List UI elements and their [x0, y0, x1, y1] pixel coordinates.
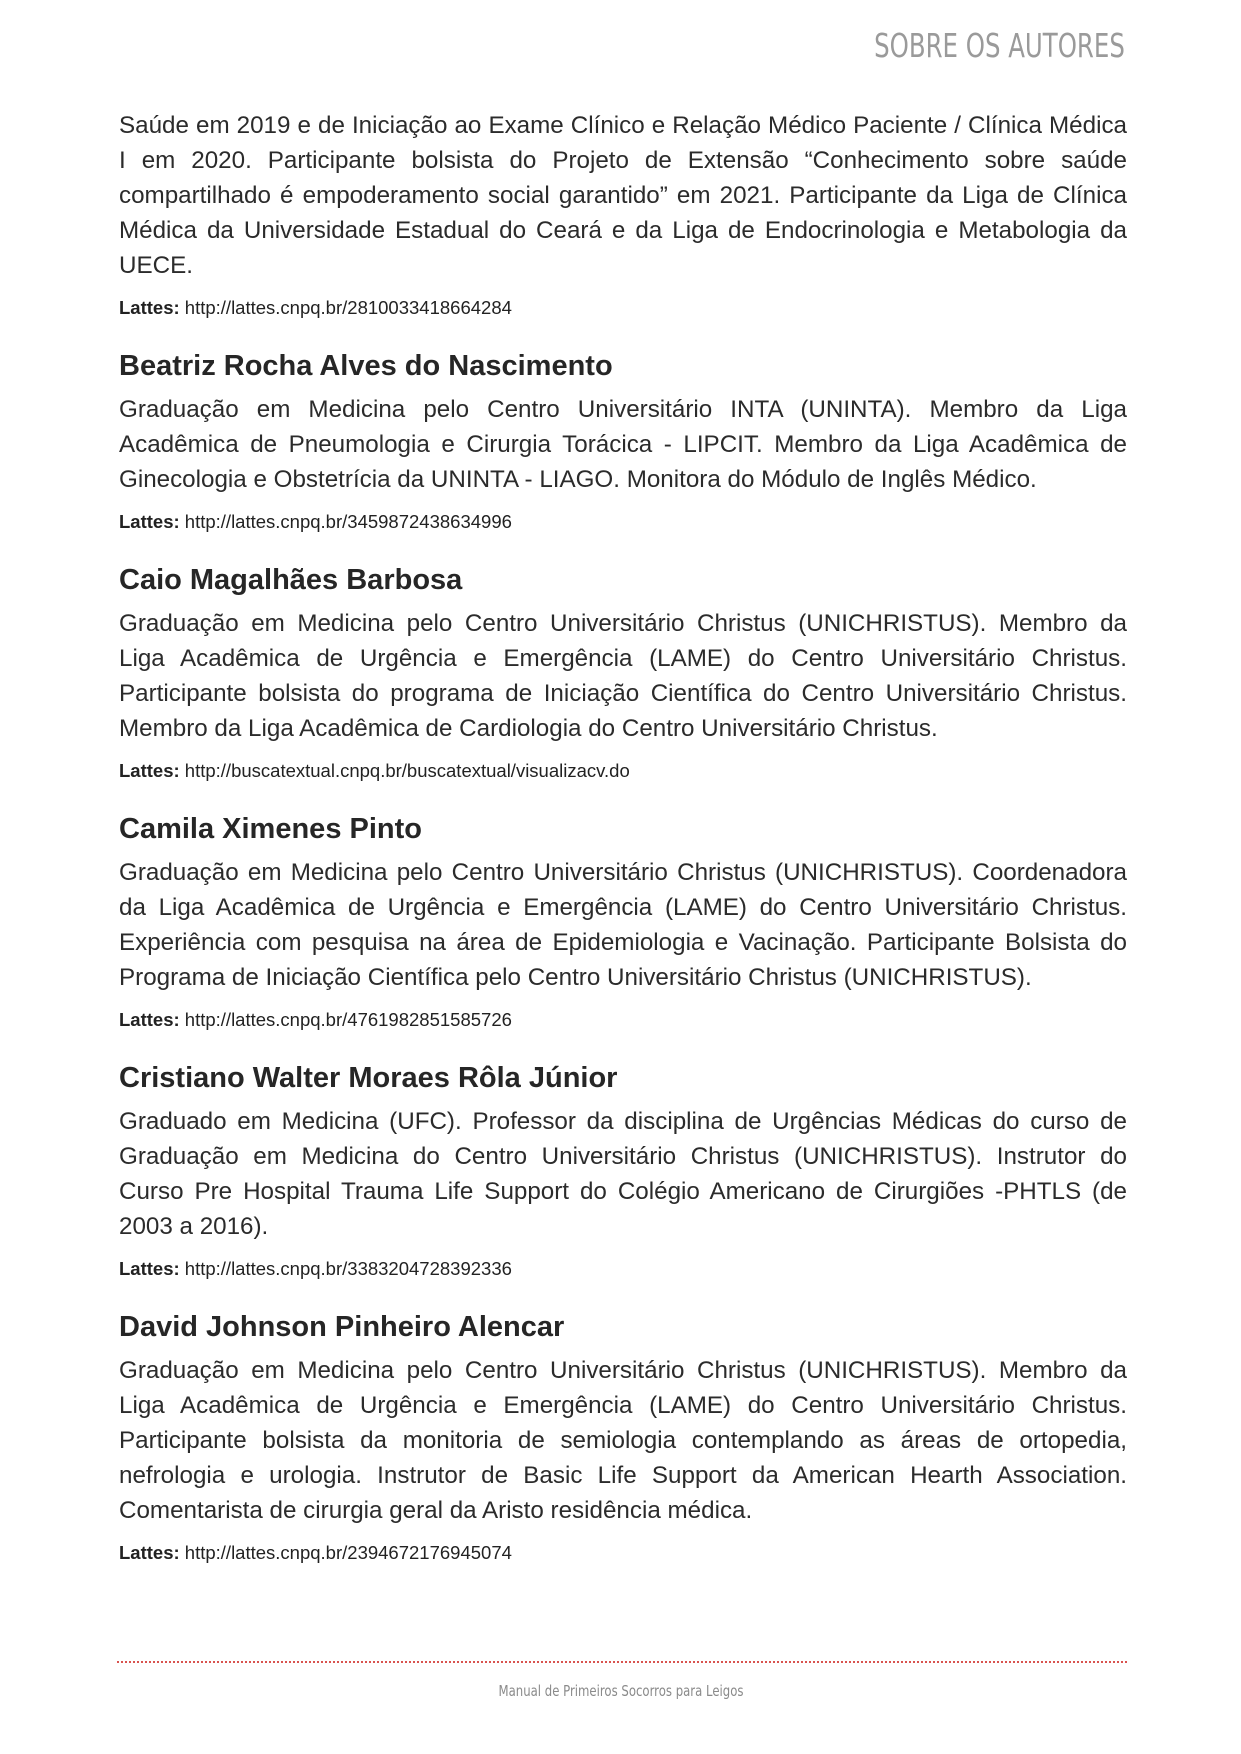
- author-name: David Johnson Pinheiro Alencar: [119, 1311, 565, 1343]
- author-name: Caio Magalhães Barbosa: [119, 564, 463, 596]
- author-name: Camila Ximenes Pinto: [119, 813, 422, 845]
- lattes-line: [119, 759, 1127, 783]
- author-bio: Graduação em Medicina pelo Centro Universitário Christus (UNICHRISTUS). Membro da Liga Acadêmica de Urgência e Emergência (LAME) do Centro Universitário Christus. Participante bolsista do programa de Iniciação Científica do Centro Universitário Christus. Membro da Liga Acadêmica de Cardiologia do Centro Universitário Christus.: [119, 610, 1127, 742]
- footer: [0, 1682, 1241, 1700]
- lattes-link[interactable]: http://lattes.cnpq.br/3383204728392336: [179, 1258, 512, 1279]
- author-entry: [119, 347, 1127, 534]
- lattes-label: Lattes:: [119, 760, 180, 781]
- lattes-link[interactable]: http://lattes.cnpq.br/3459872438634996: [179, 511, 512, 532]
- author-entry: [119, 561, 1127, 783]
- page-content: [119, 108, 1127, 1565]
- author-entry: [119, 1308, 1127, 1565]
- author-bio: Graduação em Medicina pelo Centro Universitário Christus (UNICHRISTUS). Membro da Liga Acadêmica de Urgência e Emergência (LAME) do Centro Universitário Christus. Participante bolsista da monitoria de semiologia contemplando as áreas de ortopedia, nefrologia e urologia. Instrutor de Basic Life Support da American Hearth Association. Comentarista de cirurgia geral da Aristo residência médica.: [119, 1357, 1127, 1524]
- intro-paragraph: Saúde em 2019 e de Iniciação ao Exame Clínico e Relação Médico Paciente / Clínica Médica I em 2020. Participante bolsista do Projeto de Extensão “Conhecimento sobre saúde compartilhado é empoderamento social garantido” em 2021. Participante da Liga de Clínica Médica da Universidade Estadual do Ceará e da Liga de Endocrinologia e Metabologia da UECE.: [119, 112, 1127, 279]
- lattes-line: [119, 510, 1127, 534]
- lattes-label: Lattes:: [119, 1258, 180, 1279]
- lattes-link[interactable]: http://lattes.cnpq.br/2810033418664284: [179, 297, 512, 318]
- lattes-link[interactable]: http://lattes.cnpq.br/2394672176945074: [179, 1542, 512, 1563]
- lattes-label: Lattes:: [119, 1542, 180, 1563]
- author-bio: Graduação em Medicina pelo Centro Universitário Christus (UNICHRISTUS). Coordenadora da Liga Acadêmica de Urgência e Emergência (LAME) do Centro Universitário Christus. Experiência com pesquisa na área de Epidemiologia e Vacinação. Participante Bolsista do Programa de Iniciação Científica pelo Centro Universitário Christus (UNICHRISTUS).: [119, 859, 1127, 991]
- author-name: Cristiano Walter Moraes Rôla Júnior: [119, 1062, 618, 1094]
- lattes-line: [119, 1008, 1127, 1032]
- intro-block: [119, 108, 1127, 320]
- footer-divider: [117, 1661, 1127, 1663]
- running-header-title: SOBRE OS AUTORES: [874, 26, 1125, 65]
- lattes-label: Lattes:: [119, 511, 180, 532]
- lattes-line: [119, 1541, 1127, 1565]
- lattes-line: [119, 296, 1127, 320]
- author-name: Beatriz Rocha Alves do Nascimento: [119, 350, 613, 382]
- lattes-link[interactable]: http://buscatextual.cnpq.br/buscatextual/visualizacv.do: [179, 760, 630, 781]
- lattes-label: Lattes:: [119, 1009, 180, 1030]
- lattes-line: [119, 1257, 1127, 1281]
- footer-title: Manual de Primeiros Socorros para Leigos: [498, 1682, 743, 1700]
- author-entry: [119, 1059, 1127, 1281]
- author-entry: [119, 810, 1127, 1032]
- author-bio: Graduado em Medicina (UFC). Professor da disciplina de Urgências Médicas do curso de Graduação em Medicina do Centro Universitário Christus (UNICHRISTUS). Instrutor do Curso Pre Hospital Trauma Life Support do Colégio Americano de Cirurgiões -PHTLS (de 2003 a 2016).: [119, 1108, 1127, 1240]
- lattes-label: Lattes:: [119, 297, 180, 318]
- author-bio: Graduação em Medicina pelo Centro Universitário INTA (UNINTA). Membro da Liga Acadêmica de Pneumologia e Cirurgia Torácica - LIPCIT. Membro da Liga Acadêmica de Ginecologia e Obstetrícia da UNINTA - LIAGO. Monitora do Módulo de Inglês Médico.: [119, 396, 1127, 493]
- lattes-link[interactable]: http://lattes.cnpq.br/4761982851585726: [179, 1009, 512, 1030]
